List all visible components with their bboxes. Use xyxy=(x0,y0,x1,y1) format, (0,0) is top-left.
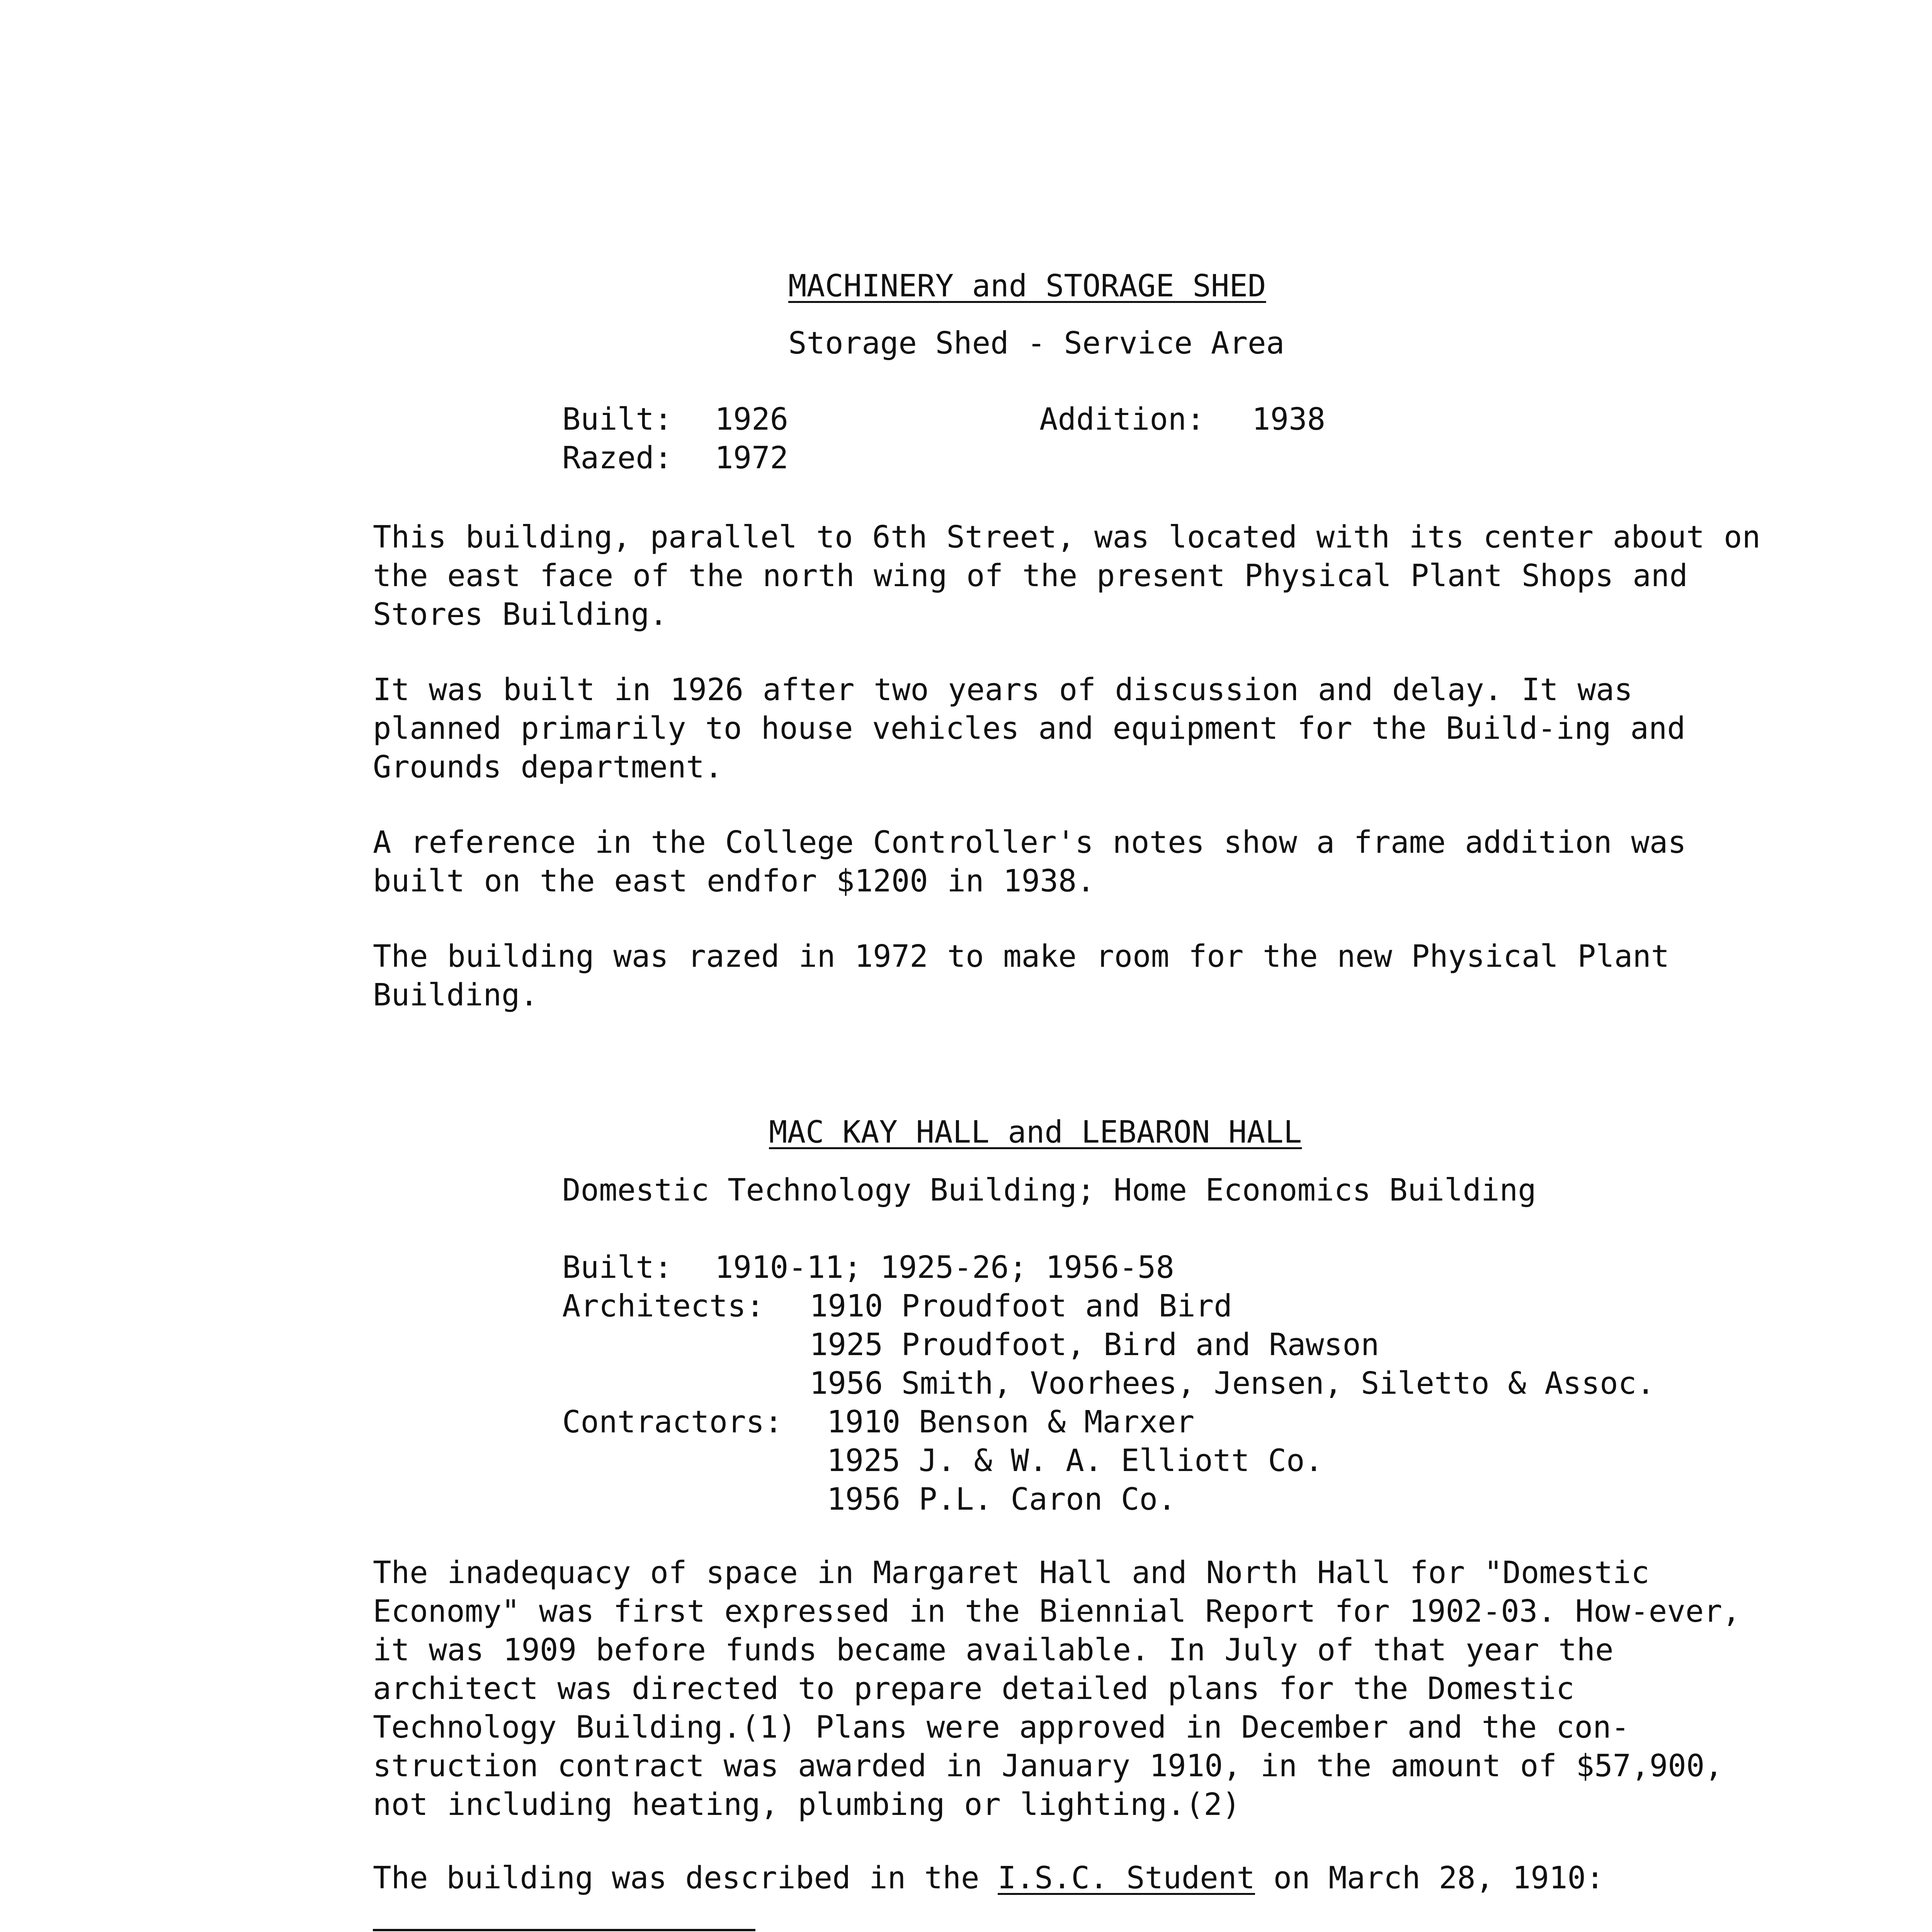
addition-label: Addition: xyxy=(1039,401,1205,437)
built-label: Built: xyxy=(562,1250,673,1285)
section1-paragraph: This building, parallel to 6th Street, was located with its center about on the east face of the north wing of the present Physical Plant Shops and Stores Building. xyxy=(373,519,1761,632)
section2-subtitle: Domestic Technology Building; Home Economics Building xyxy=(562,1172,1536,1208)
section1-paragraph: The building was razed in 1972 to make room for the new Physical Plant Building. xyxy=(373,939,1670,1013)
description-line xyxy=(373,1859,1604,1897)
contractor-entry: 1910 Benson & Marxer xyxy=(827,1404,1195,1440)
section2-paragraph: The inadequacy of space in Margaret Hall and North Hall for "Domestic Economy" was first expressed in the Biennial Report for 1902-03. How-ever, it was 1909 before funds became available. In July of that year the architect was directed to prepare detailed plans for the Domestic Technology Building.(1) Plans were approved in December and the con-struction contract was awarded in January 1910, in the amount of $57,900, not including heating, plumbing or lighting.(2) xyxy=(373,1555,1741,1822)
architect-entry: 1910 Proudfoot and Bird xyxy=(810,1288,1232,1324)
section2-title: MAC KAY HALL and LEBARON HALL xyxy=(769,1114,1302,1150)
architect-entry: 1956 Smith, Voorhees, Jensen, Siletto & Assoc. xyxy=(810,1366,1655,1401)
architect-entry: 1925 Proudfoot, Bird and Rawson xyxy=(810,1327,1379,1362)
section1-subtitle: Storage Shed - Service Area xyxy=(788,325,1285,361)
built-value: 1926 xyxy=(715,401,789,437)
source-title: I.S.C. Student xyxy=(998,1860,1255,1896)
architects-label: Architects: xyxy=(562,1288,765,1324)
footnote-divider xyxy=(373,1929,755,1931)
contractor-entry: 1925 J. & W. A. Elliott Co. xyxy=(827,1443,1323,1478)
built-label: Built: xyxy=(562,401,673,437)
section1-title: MACHINERY and STORAGE SHED xyxy=(788,268,1266,304)
razed-value: 1972 xyxy=(715,440,789,476)
description-lead: The building was described in the xyxy=(373,1860,998,1896)
section1-paragraph: It was built in 1926 after two years of discussion and delay. It was planned primarily to house vehicles and equipment for the Build-ing and Grounds department. xyxy=(373,672,1685,785)
built-value: 1910-11; 1925-26; 1956-58 xyxy=(715,1250,1175,1285)
addition-value: 1938 xyxy=(1252,401,1326,437)
contractors-label: Contractors: xyxy=(562,1404,783,1440)
contractor-entry: 1956 P.L. Caron Co. xyxy=(827,1481,1176,1517)
description-tail: on March 28, 1910: xyxy=(1255,1860,1604,1896)
razed-label: Razed: xyxy=(562,440,673,476)
section1-paragraph: A reference in the College Controller's notes show a frame addition was built on the east endfor $1200 in 1938. xyxy=(373,825,1686,899)
